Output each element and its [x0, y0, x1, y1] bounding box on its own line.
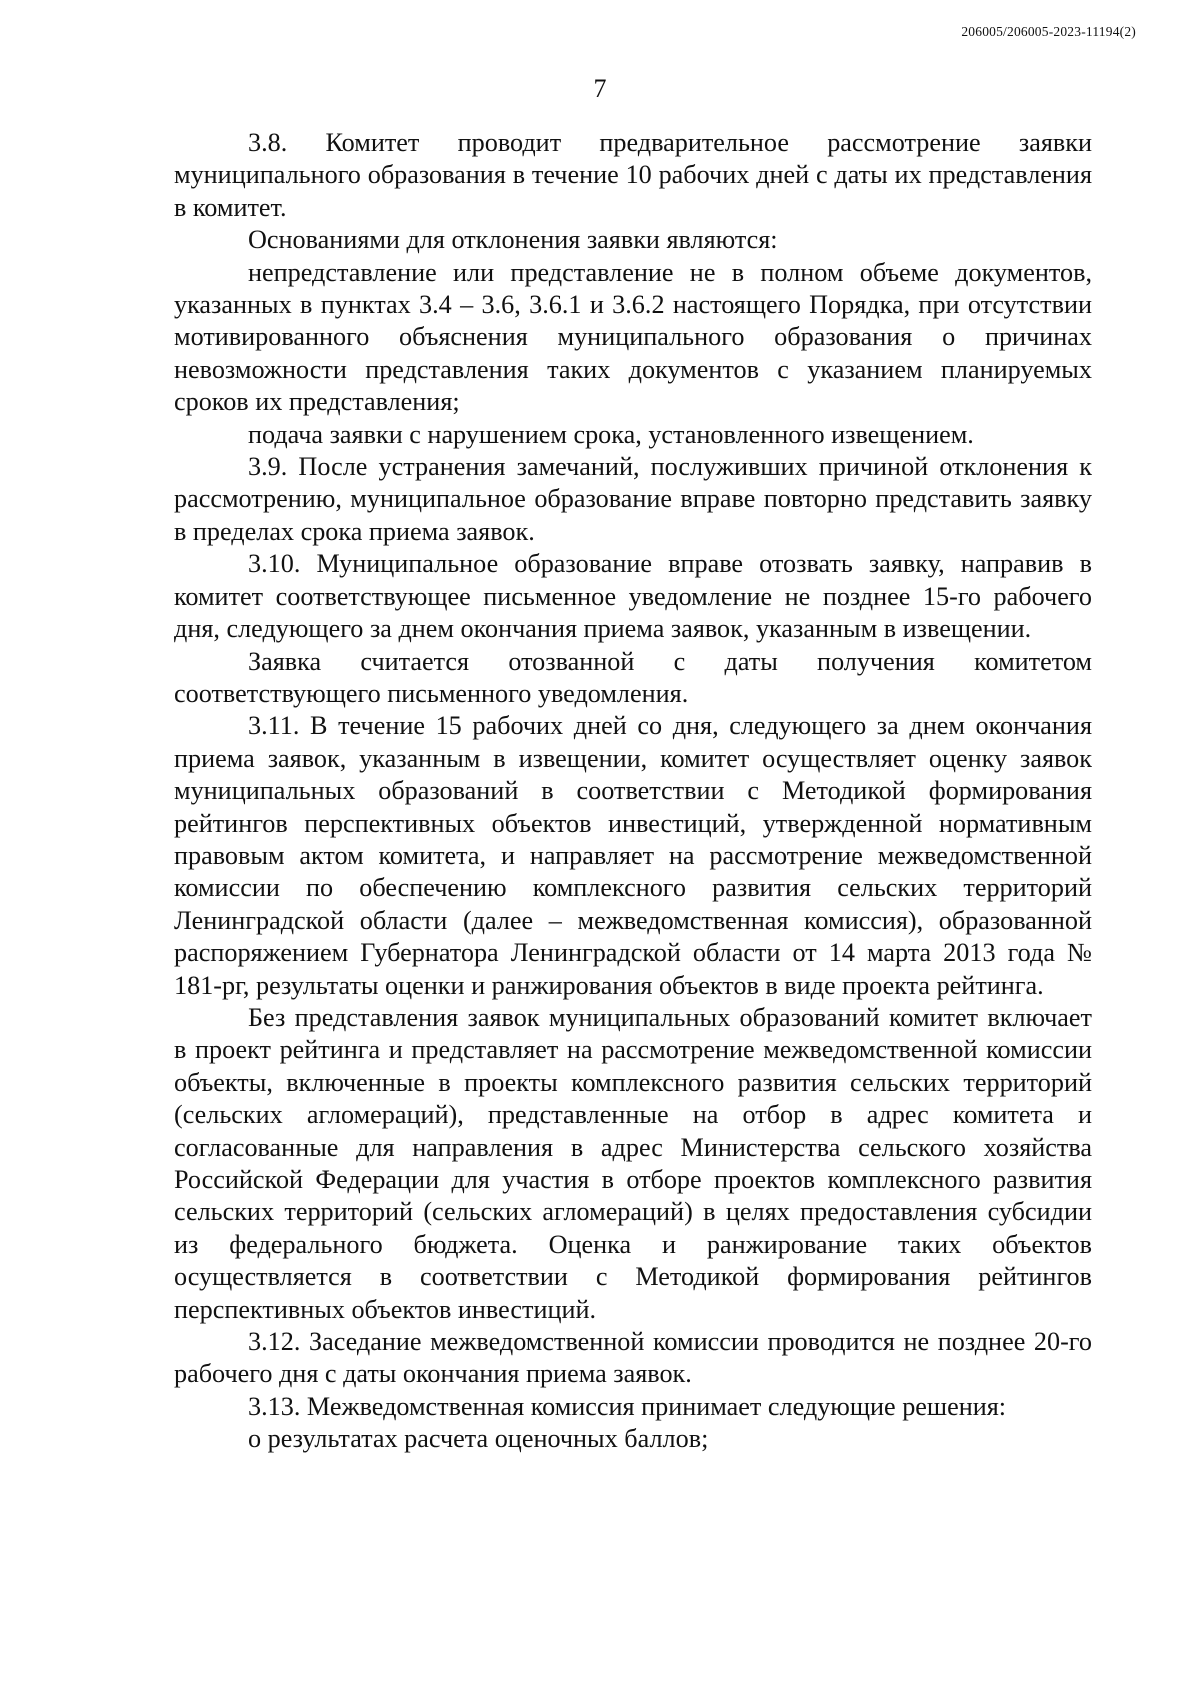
paragraph-3-10: 3.10. Муниципальное образование вправе отозвать заявку, направив в комитет соответствующее письменное уведомление не позднее 15-го рабочего дня, следующего за днем окончания приема заявок, указанным в извещении.	[174, 549, 1092, 644]
paragraph-rejection-ground-deadline: подача заявки с нарушением срока, установленного извещением.	[248, 419, 974, 449]
paragraph-3-9: 3.9. После устранения замечаний, послуживших причиной отклонения к рассмотрению, муниципальное образование вправе повторно представить заявку в пределах срока приема заявок.	[174, 452, 1092, 546]
paragraph-3-8: 3.8. Комитет проводит предварительное рассмотрение заявки муниципального образования в течение 10 рабочих дней с даты их представления в комитет.	[174, 128, 1092, 222]
document-registration-number: 206005/206005-2023-11194(2)	[961, 24, 1136, 39]
paragraph-withdrawal: Заявка считается отозванной с даты получения комитетом соответствующего письменного уведомления.	[174, 646, 1092, 708]
page-number: 7	[593, 74, 607, 103]
document-body	[174, 127, 1092, 1456]
paragraph-3-11: 3.11. В течение 15 рабочих дней со дня, следующего за днем окончания приема заявок, указанным в извещении, комитет осуществляет оценку заявок муниципальных образований в соответствии с Методикой формирования рейтингов перспективных объектов инвестиций, утвержденной нормативным правовым актом комитета, и направляет на рассмотрение межведомственной комиссии по обеспечению комплексного развития сельских территорий Ленинградской области (далее – межведомственная комиссия), образованной распоряжением Губернатора Ленинградской области от 14 марта 2013 года № 181-рг, результаты оценки и ранжирования объектов в виде проекта рейтинга.	[174, 711, 1092, 1000]
paragraph-without-applications: Без представления заявок муниципальных образований комитет включает в проект рейтинга и представляет на рассмотрение межведомственной комиссии объекты, включенные в проекты комплексного развития сельских территорий (сельских агломераций), представленные на отбор в адрес комитета и согласованные для направления в адрес Министерства сельского хозяйства Российской Федерации для участия в отборе проектов комплексного развития сельских территорий (сельских агломераций) в целях предоставления субсидии из федерального бюджета. Оценка и ранжирование таких объектов осуществляется в соответствии с Методикой формирования рейтингов перспективных объектов инвестиций.	[174, 1002, 1092, 1324]
paragraph-3-12: 3.12. Заседание межведомственной комиссии проводится не позднее 20-го рабочего дня с даты окончания приема заявок.	[174, 1327, 1092, 1389]
paragraph-decision-scores: о результатах расчета оценочных баллов;	[248, 1424, 709, 1454]
paragraph-rejection-ground-documents: непредставление или представление не в полном объеме документов, указанных в пунктах 3.4 – 3.6, 3.6.1 и 3.6.2 настоящего Порядка, при отсутствии мотивированного объяснения муниципального образования о причинах невозможности представления таких документов с указанием планируемых сроков их представления;	[174, 257, 1092, 417]
paragraph-rejection-grounds: Основаниями для отклонения заявки являются:	[248, 225, 778, 255]
paragraph-3-13: 3.13. Межведомственная комиссия принимает следующие решения:	[248, 1391, 1007, 1421]
